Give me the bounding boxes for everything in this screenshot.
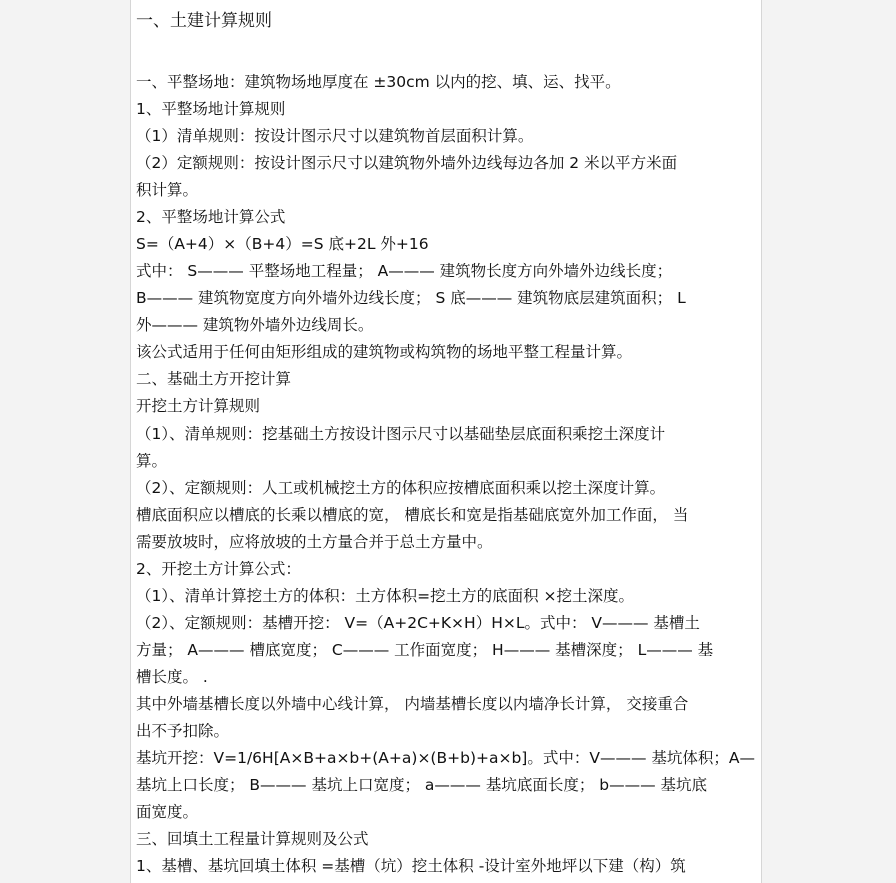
text-line-5: 积计算。 bbox=[136, 181, 199, 199]
text-line-28: 面宽度。 bbox=[136, 803, 199, 821]
text-line-13: 开挖土方计算规则 bbox=[136, 397, 261, 415]
text-line-7: S=（A+4）×（B+4）=S 底+2L 外+16 bbox=[136, 235, 429, 253]
text-line-9: B——— 建筑物宽度方向外墙外边线长度； S 底——— 建筑物底层建筑面积； L bbox=[136, 289, 686, 307]
text-line-20: （1）、清单计算挖土方的体积：土方体积=挖土方的底面积 ×挖土深度。 bbox=[136, 587, 635, 605]
text-line-8: 式中： S——— 平整场地工程量； A——— 建筑物长度方向外墙外边线长度； bbox=[136, 262, 673, 280]
text-line-2: 1、平整场地计算规则 bbox=[136, 100, 286, 118]
text-line-30: 1、基槽、基坑回填土体积 =基槽（坑）挖土体积 -设计室外地坪以下建（构）筑 bbox=[136, 857, 686, 875]
text-line-6: 2、平整场地计算公式 bbox=[136, 208, 286, 226]
text-line-11: 该公式适用于任何由矩形组成的建筑物或构筑物的场地平整工程量计算。 bbox=[136, 343, 633, 361]
text-line-29: 三、回填土工程量计算规则及公式 bbox=[136, 830, 369, 848]
text-line-14: （1）、清单规则：挖基础土方按设计图示尺寸以基础垫层底面积乘挖土深度计 bbox=[136, 425, 666, 443]
text-line-23: 槽长度。 . bbox=[136, 668, 208, 686]
document-title: 一、土建计算规则 bbox=[136, 11, 272, 31]
text-line-16: （2）、定额规则：人工或机械挖土方的体积应按槽底面积乘以挖土深度计算。 bbox=[136, 479, 666, 497]
text-line-15: 算。 bbox=[136, 452, 168, 470]
text-line-26: 基坑开挖：V=1/6H[A×B+a×b+(A+a)×(B+b)+a×b]。式中：V——— 基坑体积；A— bbox=[136, 749, 755, 767]
text-line-22: 方量； A——— 槽底宽度； C——— 工作面宽度； H——— 基槽深度； L——— 基 bbox=[136, 641, 714, 659]
text-line-27: 基坑上口长度； B——— 基坑上口宽度； a——— 基坑底面长度； b——— 基坑底 bbox=[136, 776, 708, 794]
text-line-25: 出不予扣除。 bbox=[136, 722, 230, 740]
text-line-19: 2、开挖土方计算公式： bbox=[136, 560, 301, 578]
text-line-24: 其中外墙基槽长度以外墙中心线计算， 内墙基槽长度以内墙净长计算， 交接重合 bbox=[136, 695, 689, 713]
text-line-10: 外——— 建筑物外墙外边线周长。 bbox=[136, 316, 374, 334]
text-line-12: 二、基础土方开挖计算 bbox=[136, 370, 292, 388]
text-line-17: 槽底面积应以槽底的长乘以槽底的宽， 槽底长和宽是指基础底宽外加工作面， 当 bbox=[136, 506, 689, 524]
text-line-3: （1）清单规则：按设计图示尺寸以建筑物首层面积计算。 bbox=[136, 127, 534, 145]
text-line-4: （2）定额规则：按设计图示尺寸以建筑物外墙外边线每边各加 2 米以平方米面 bbox=[136, 154, 678, 172]
text-line-18: 需要放坡时，应将放坡的土方量合并于总土方量中。 bbox=[136, 533, 493, 551]
text-line-21: （2）、定额规则：基槽开挖： V=（A+2C+K×H）H×L。式中： V——— 基槽土 bbox=[136, 614, 700, 632]
text-line-1: 一、平整场地：建筑物场地厚度在 ±30cm 以内的挖、填、运、找平。 bbox=[136, 73, 621, 91]
